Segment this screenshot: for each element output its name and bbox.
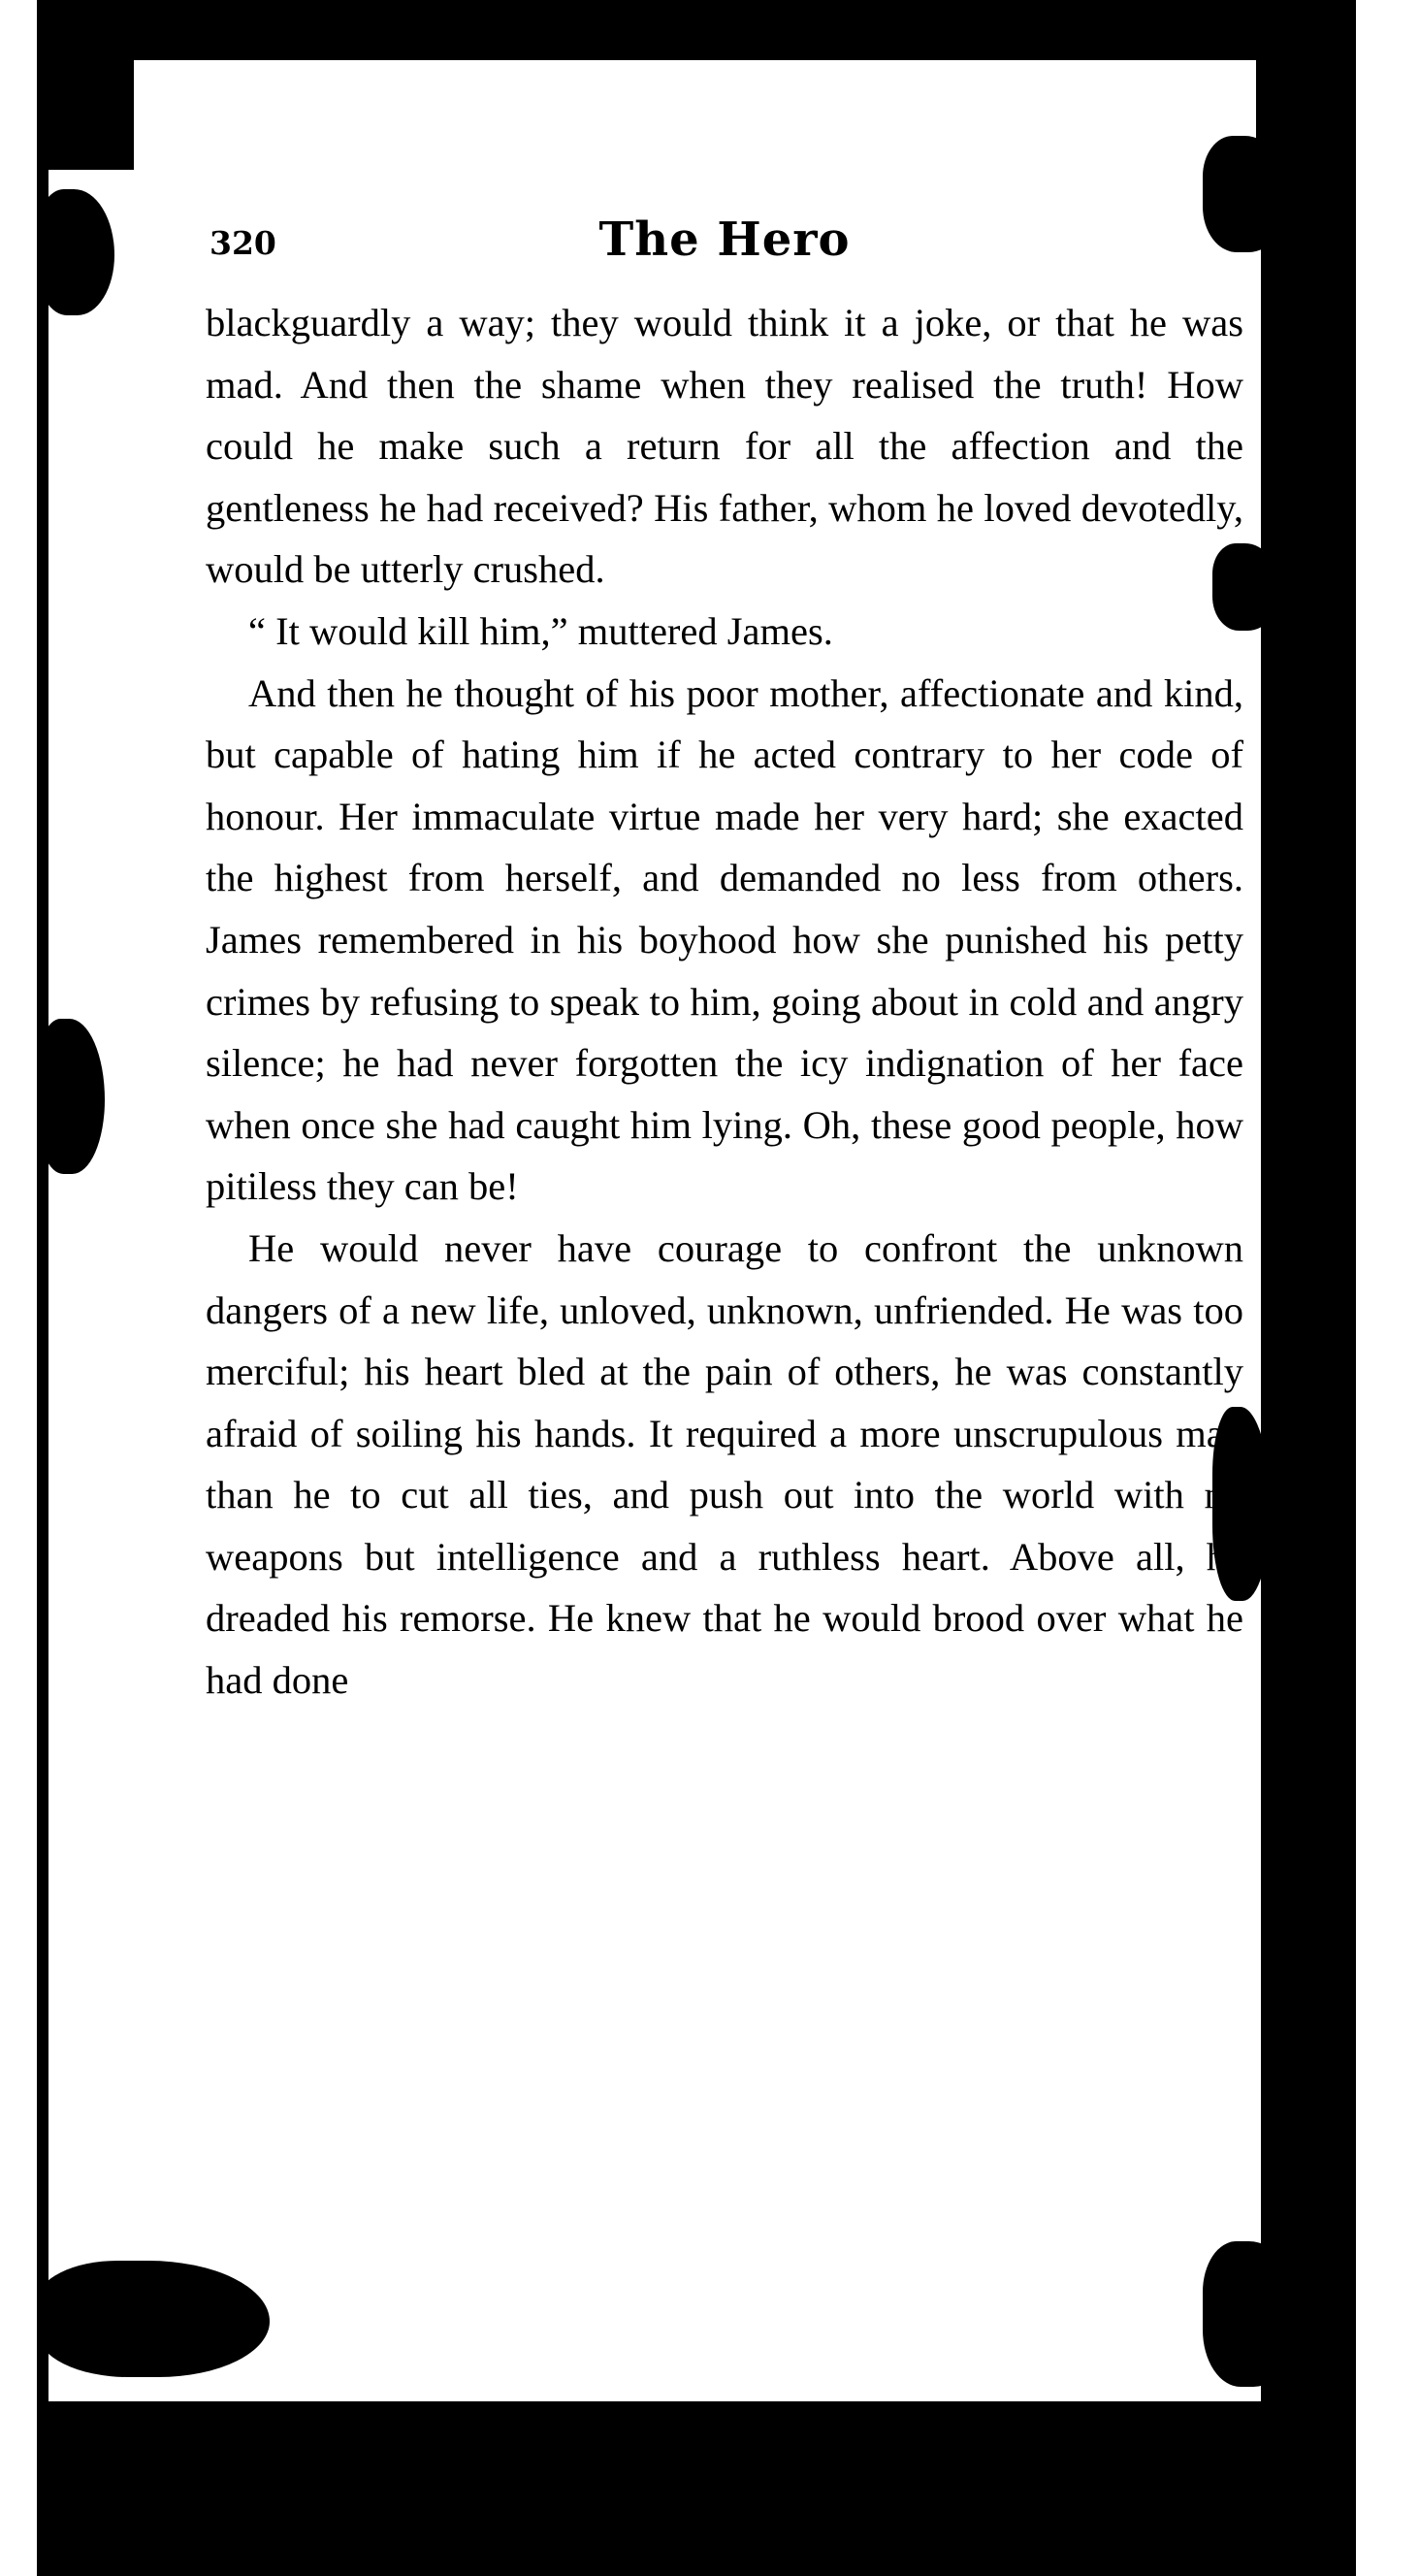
- paragraph: blackguardly a way; they would think it a joke, or that he was mad. And then the shame when they realised the truth! How could he make such a return for all the affection and the gentleness he had received? His father, whom he loved devotedly, would be utterly crushed.: [206, 301, 1243, 592]
- paragraph: “ It would kill him,” muttered James.: [248, 608, 833, 653]
- page-header: [206, 212, 1243, 284]
- edge-blot: [37, 189, 114, 315]
- edge-blot: [37, 1019, 105, 1174]
- edge-blot: [37, 2261, 270, 2377]
- edge-blot: [1203, 2241, 1300, 2387]
- body-text: [206, 292, 1243, 1712]
- page-number: 320: [210, 224, 276, 262]
- page-content: [206, 212, 1243, 1712]
- paragraph: He would never have courage to confront the unknown dangers of a new life, unloved, unknown, unfriended. He was too merciful; his heart bled at the pain of others, he was constantly afraid of soiling his hands. It required a more unscrupulous man than he to cut all ties, and push out into the world with no weapons but intelligence and a ruthless heart. Above all, he dreaded his remorse. He knew that he would brood over what he had done: [206, 1225, 1243, 1703]
- paragraph: And then he thought of his poor mother, affectionate and kind, but capable of hating him if he acted contrary to her code of honour. Her immaculate virtue made her very hard; she exacted the highest from herself, and demanded no less from others. James remembered in his boyhood how she punished his petty crimes by refusing to speak to him, going about in cold and angry silence; he had never forgotten the icy indignation of her face when once she had caught him lying. Oh, these good people, how pitiless they can be!: [206, 670, 1243, 1209]
- right-border: [1256, 0, 1356, 2576]
- top-border: [37, 0, 1356, 60]
- running-title: The Hero: [598, 212, 851, 267]
